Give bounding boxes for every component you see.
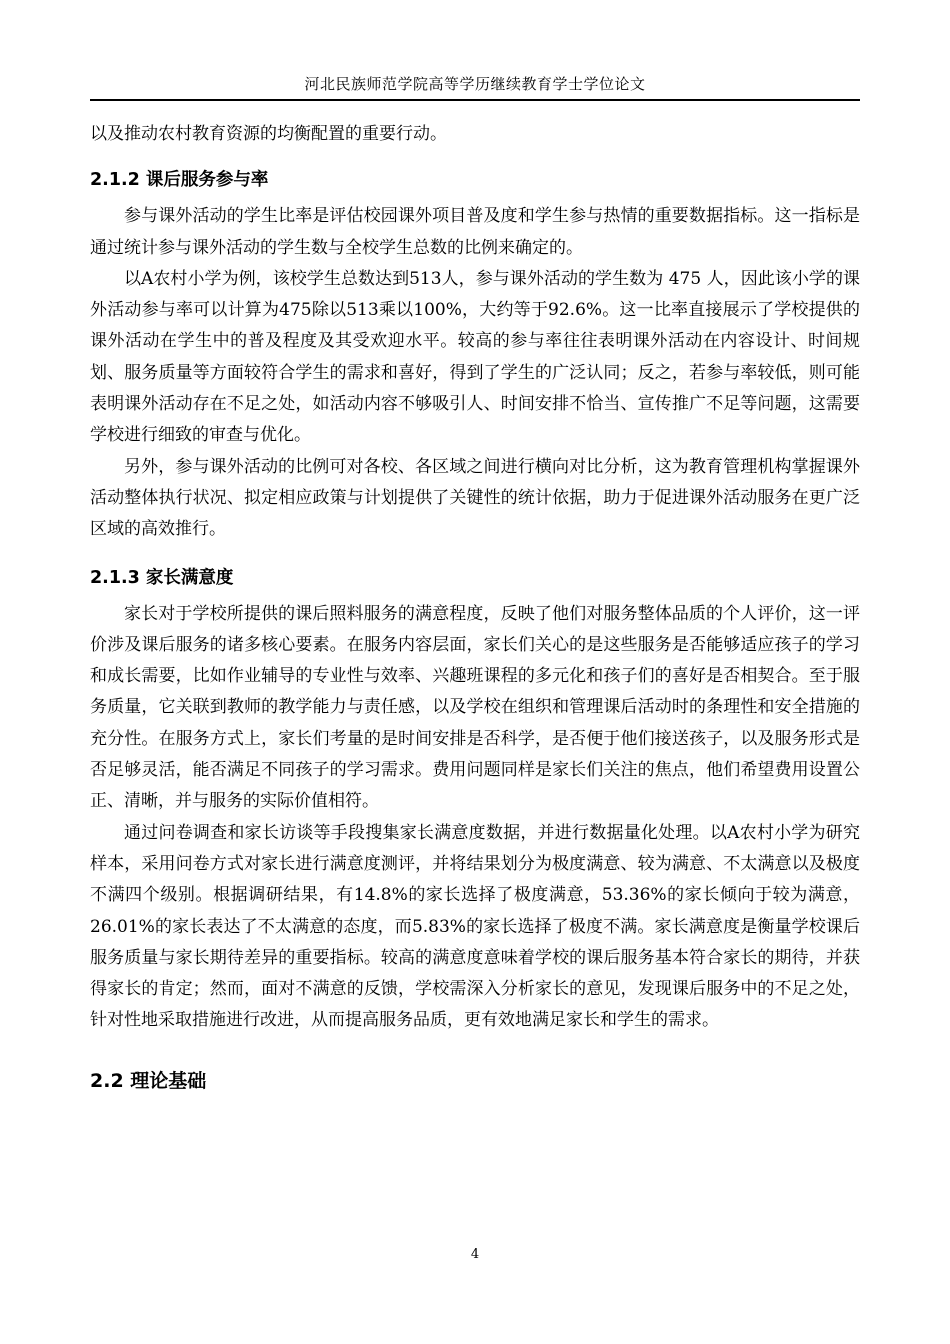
paragraph: 家长对于学校所提供的课后照料服务的满意程度，反映了他们对服务整体品质的个人评价，这一评价涉及课后服务的诸多核心要素。在服务内容层面，家长们关心的是这些服务是否能够适应孩子的学习和成长需要，比如作业辅导的专业性与效率、兴趣班课程的多元化和孩子们的喜好是否相契合。至于服务质量，它关联到教师的教学能力与责任感，以及学校在组织和管理课后活动时的条理性和安全措施的充分性。在服务方式上，家长们考量的是时间安排是否科学，是否便于他们接送孩子，以及服务形式是否足够灵活，能否满足不同孩子的学习需求。费用问题同样是家长们关注的焦点，他们希望费用设置公正、清晰，并与服务的实际价值相符。 [90, 603, 860, 812]
section-heading-2-1-2: 2.1.2 课后服务参与率 [90, 170, 269, 191]
section-heading-2-1-3: 2.1.3 家长满意度 [90, 567, 234, 588]
paragraph: 通过问卷调查和家长访谈等手段搜集家长满意度数据，并进行数据量化处理。以A农村小学为研究样本，采用问卷方式对家长进行满意度测评，并将结果划分为极度满意、较为满意、不太满意以及极度不满四个级别。根据调研结果，有14.8%的家长选择了极度满意，53.36%的家长倾向于较为满意，26.01%的家长表达了不太满意的态度，而5.83%的家长选择了极度不满。家长满意度是衡量学校课后服务质量与家长期待差异的重要指标。较高的满意度意味着学校的课后服务基本符合家长的期待，并获得家长的肯定；然而，面对不满意的反馈，学校需深入分析家长的意见，发现课后服务中的不足之处，针对性地采取措施进行改进，从而提高服务品质，更有效地满足家长和学生的需求。 [90, 822, 860, 1031]
intro-continuation: 以及推动农村教育资源的均衡配置的重要行动。 [90, 124, 447, 144]
page-body [90, 119, 860, 1095]
page-number: 4 [470, 1247, 480, 1262]
running-header: 河北民族师范学院高等学历继续教育学士学位论文 [304, 75, 646, 93]
header-rule [90, 99, 860, 101]
paragraph: 参与课外活动的学生比率是评估校园课外项目普及度和学生参与热情的重要数据指标。这一指标是通过统计参与课外活动的学生数与全校学生总数的比例来确定的。 [90, 206, 860, 258]
paragraph: 以A农村小学为例，该校学生总数达到513人，参与课外活动的学生数为 475 人，因此该小学的课外活动参与率可以计算为475除以513乘以100%，大约等于92.6%。这一比率直接展示了学校提供的课外活动在学生中的普及程度及其受欢迎水平。较高的参与率往往表明课外活动在内容设计、时间规划、服务质量等方面较符合学生的需求和喜好，得到了学生的广泛认同；反之，若参与率较低，则可能表明课外活动存在不足之处，如活动内容不够吸引人、时间安排不恰当、宣传推广不足等问题，这需要学校进行细致的审查与优化。 [90, 268, 860, 446]
paragraph: 另外，参与课外活动的比例可对各校、各区域之间进行横向对比分析，这为教育管理机构掌握课外活动整体执行状况、拟定相应政策与计划提供了关键性的统计依据，助力于促进课外活动服务在更广泛区域的高效推行。 [90, 456, 860, 540]
section-heading-2-2: 2.2 理论基础 [90, 1069, 207, 1092]
